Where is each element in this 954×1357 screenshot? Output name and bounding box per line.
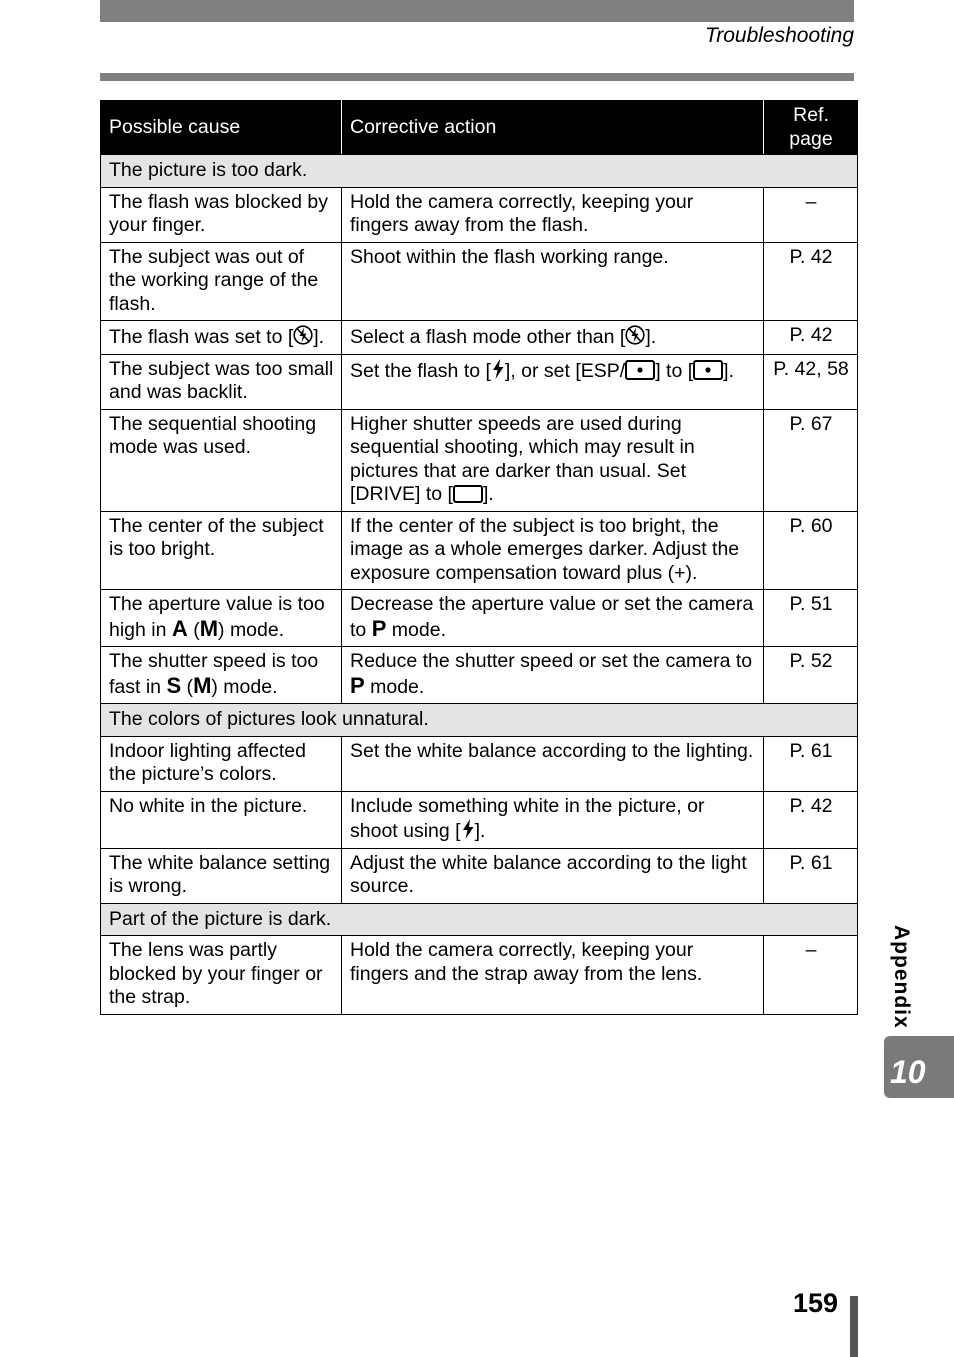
- cause-text: (: [187, 618, 200, 641]
- header-rule: [100, 73, 854, 81]
- action-text: mode.: [386, 618, 446, 641]
- action-cell: Set the white balance according to the lighting.: [342, 736, 764, 791]
- action-text: mode.: [364, 675, 425, 698]
- table-row: [101, 936, 858, 1015]
- ref-cell: P. 60: [764, 511, 858, 590]
- action-text: ] to [: [655, 359, 694, 382]
- cause-text: The flash was set to [: [109, 326, 294, 348]
- action-text: Decrease the aperture value or set the camera to: [350, 593, 754, 641]
- ref-cell: –: [764, 936, 858, 1015]
- shutter-mode-glyph: S: [166, 672, 182, 698]
- ref-cell: P. 67: [764, 409, 858, 511]
- ref-cell: P. 51: [764, 590, 858, 647]
- ref-cell: P. 61: [764, 736, 858, 791]
- ref-cell: –: [764, 187, 858, 242]
- action-cell: [342, 647, 764, 704]
- table-row: [101, 409, 858, 511]
- manual-mode-glyph: M: [199, 615, 219, 641]
- table-row: [101, 736, 858, 791]
- action-cell: If the center of the subject is too bright, the image as a whole emerges darker. Adjust the exposure compensation toward plus (+).: [342, 511, 764, 590]
- program-mode-glyph: P: [350, 672, 365, 698]
- table-row: [101, 242, 858, 321]
- ref-cell: P. 42: [764, 242, 858, 321]
- column-header-action: Corrective action: [342, 101, 764, 155]
- cause-cell: The center of the subject is too bright.: [101, 511, 342, 590]
- action-cell: Shoot within the flash working range.: [342, 242, 764, 321]
- troubleshooting-table: [100, 100, 858, 1015]
- table-row: [101, 647, 858, 704]
- action-text: Reduce the shutter speed or set the camera to: [350, 650, 753, 672]
- cause-cell: The white balance setting is wrong.: [101, 848, 342, 903]
- action-cell: Hold the camera correctly, keeping your fingers and the strap away from the lens.: [342, 936, 764, 1015]
- page-number: 159: [792, 1288, 838, 1318]
- page-number-bar: [850, 1296, 858, 1357]
- cause-cell: The lens was partly blocked by your finger or the strap.: [101, 936, 342, 1015]
- action-text: ].: [645, 326, 657, 348]
- ref-cell: P. 42, 58: [764, 354, 858, 409]
- table-row: [101, 187, 858, 242]
- chapter-tab: [884, 1036, 954, 1098]
- group-heading-row: [101, 704, 858, 737]
- group-heading-row: [101, 903, 858, 936]
- cause-text: The aperture value is too high in: [109, 593, 325, 641]
- table-row: [101, 511, 858, 590]
- table-row: [101, 791, 858, 848]
- ref-cell: P. 61: [764, 848, 858, 903]
- group-heading: The picture is too dark.: [101, 155, 858, 188]
- spot-metering-icon: [693, 360, 723, 380]
- ref-cell: P. 52: [764, 647, 858, 704]
- section-title: Troubleshooting: [704, 24, 854, 47]
- cause-cell: [101, 321, 342, 355]
- cause-cell: The subject was too small and was backlit.: [101, 354, 342, 409]
- column-header-ref: Ref. page: [764, 101, 858, 155]
- action-text: ], or set [ESP/: [504, 359, 626, 382]
- action-text: Include something white in the picture, or shoot using [: [350, 794, 705, 842]
- action-text: ].: [482, 483, 494, 505]
- table-row: [101, 354, 858, 409]
- action-text: Higher shutter speeds are used during sequential shooting, which may result in pictures that are darker than usual. Set [DRIVE] to [: [350, 412, 695, 505]
- cause-text: ].: [313, 326, 325, 348]
- action-text: ].: [723, 359, 734, 382]
- cause-cell: [101, 590, 342, 647]
- cause-text: ) mode.: [211, 675, 278, 698]
- table-row: [101, 590, 858, 647]
- action-text: ].: [474, 820, 486, 842]
- header-bar: [100, 0, 854, 22]
- cause-cell: The sequential shooting mode was used.: [101, 409, 342, 511]
- cause-cell: The flash was blocked by your finger.: [101, 187, 342, 242]
- manual-mode-glyph: M: [193, 672, 212, 698]
- fill-flash-icon: [491, 358, 505, 380]
- ref-cell: P. 42: [764, 321, 858, 355]
- table-header-row: [101, 101, 858, 155]
- flash-off-icon: [293, 324, 313, 346]
- fill-flash-icon: [461, 818, 475, 840]
- group-heading: The colors of pictures look unnatural.: [101, 704, 858, 737]
- ref-cell: P. 42: [764, 791, 858, 848]
- cause-cell: [101, 647, 342, 704]
- action-text: Set the flash to [: [350, 359, 491, 382]
- action-cell: [342, 354, 764, 409]
- flash-off-icon: [625, 324, 645, 346]
- action-cell: Adjust the white balance according to the light source.: [342, 848, 764, 903]
- chapter-label: Appendix: [890, 925, 913, 1029]
- cause-cell: Indoor lighting affected the picture’s colors.: [101, 736, 342, 791]
- action-cell: [342, 321, 764, 355]
- chapter-number: 10: [890, 1054, 926, 1090]
- cause-text: (: [181, 675, 194, 698]
- column-header-cause: Possible cause: [101, 101, 342, 155]
- action-cell: [342, 409, 764, 511]
- cause-cell: The subject was out of the working range of the flash.: [101, 242, 342, 321]
- single-frame-icon: [453, 485, 483, 503]
- table-row: [101, 321, 858, 355]
- table-row: [101, 848, 858, 903]
- cause-text: The shutter speed is too fast in: [109, 650, 319, 698]
- program-mode-glyph: P: [371, 615, 387, 641]
- spot-metering-icon: [625, 360, 655, 380]
- group-heading-row: [101, 155, 858, 188]
- chapter-side-label: [884, 925, 918, 1035]
- action-cell: [342, 590, 764, 647]
- aperture-mode-glyph: A: [171, 615, 188, 641]
- cause-text: ) mode.: [218, 618, 285, 641]
- action-text: Select a flash mode other than [: [350, 326, 626, 348]
- action-cell: Hold the camera correctly, keeping your fingers away from the flash.: [342, 187, 764, 242]
- cause-cell: No white in the picture.: [101, 791, 342, 848]
- group-heading: Part of the picture is dark.: [101, 903, 858, 936]
- action-cell: [342, 791, 764, 848]
